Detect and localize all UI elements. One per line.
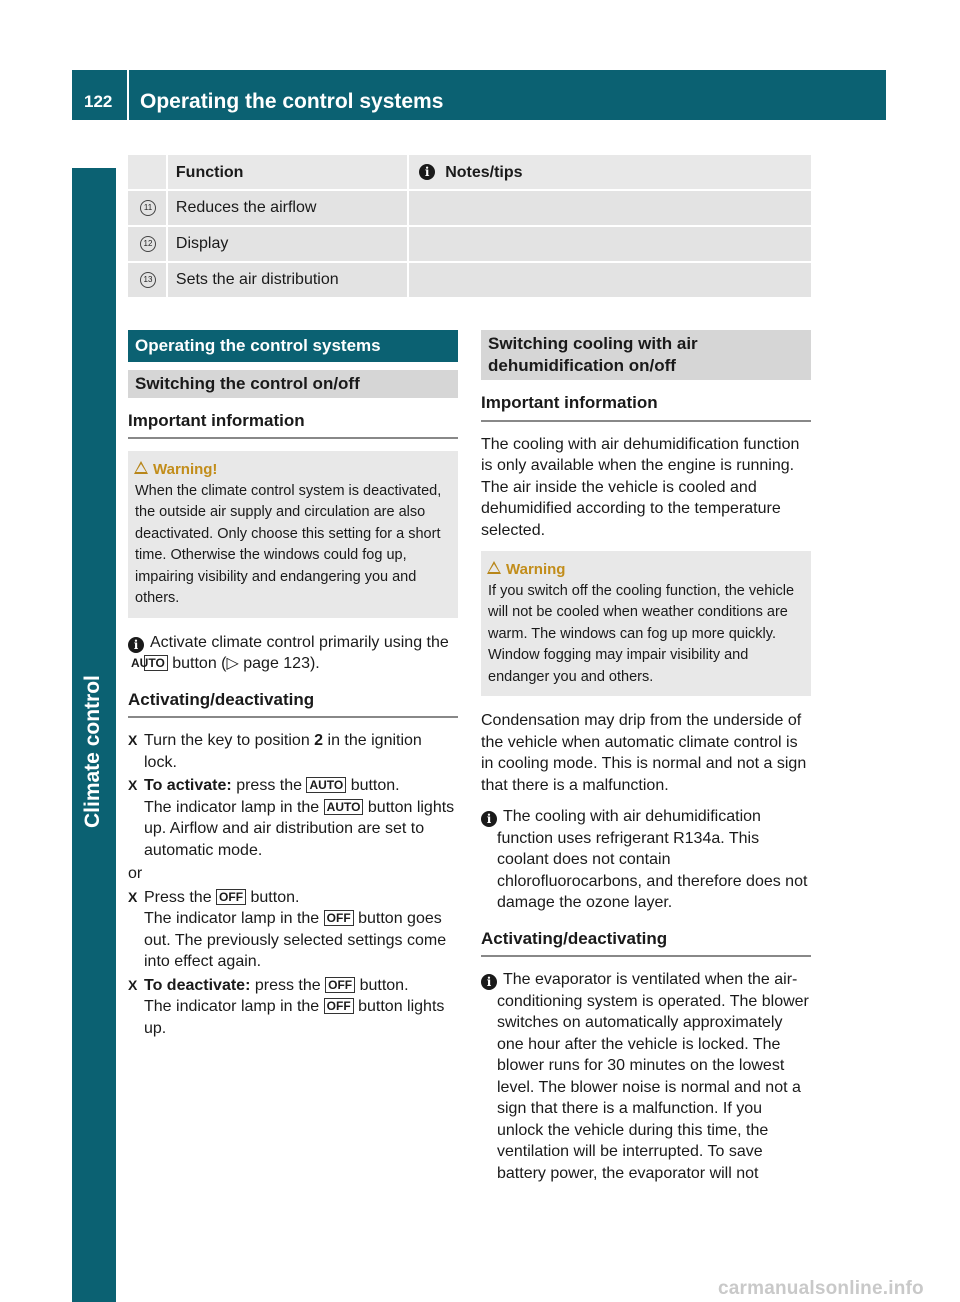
subsection-title: Switching the control on/off [128,370,458,398]
step-item: X To activate: press the AUTO button. The indicator lamp in the AUTO button lights up. Airflow and air distribution are set to automatic mode. [128,775,458,861]
paragraph: The cooling with air dehumidification function is only available when the engine is running. The air inside the vehicle is cooled and dehumidified according to the temperature selected. [481,435,800,539]
header-separator [127,70,129,120]
subsection-title: Switching cooling with air dehumidification on/off [481,330,811,380]
warning-icon [487,561,501,574]
paragraph: Condensation may drip from the underside of the vehicle when automatic climate control is in cooling mode. This is normal and not a sign that there is a malfunction. [481,712,807,794]
or-text: or [128,865,143,882]
col-notes-header: Notes/tips [445,164,523,181]
auto-key: AUTO [144,655,168,671]
auto-key: AUTO [306,777,346,793]
function-text: Sets the air distribution [175,271,339,288]
right-column [481,330,811,1198]
info-note: i The cooling with air dehumidification function uses refrigerant R134a. This coolant does not contain chlorofluorocarbons, and therefore does not damage the ozone layer. [481,806,811,914]
section-title: Operating the control systems [128,330,458,362]
chapter-label: Climate control [81,675,104,828]
warning-title: Warning! [153,461,218,478]
info-icon: i [481,974,497,990]
off-key: OFF [324,998,354,1014]
warning-title: Warning [506,561,566,578]
warning-box [128,451,458,618]
table-row [128,263,811,299]
heading-important-info: Important information [481,392,811,422]
step-item: X Turn the key to position 2 in the ignition lock. [128,730,458,773]
info-icon: i [128,637,144,653]
info-note: i The evaporator is ventilated when the air-conditioning system is operated. The blower switches on automatically approximately one hour after the vehicle is locked. The blower runs for 30 minutes on the lowest level. The blower noise is normal and not a sign that there is a malfunction. If you unlock the vehicle during this time, the ventilation will be interrupted. To save battery power, the evaporator will not [481,969,811,1184]
col-function-header: Function [175,164,244,181]
function-text: Reduces the airflow [175,199,317,216]
callout-number: 13 [140,272,156,288]
chapter-side-tab [72,168,116,1302]
page-number: 122 [84,92,113,111]
page-header [72,70,886,120]
function-text: Display [175,235,229,252]
step-item: X Press the OFF button. The indicator lamp in the OFF button goes out. The previously selected settings come into effect again. [128,887,458,973]
info-icon: i [481,811,497,827]
off-key: OFF [216,889,246,905]
info-icon: i [419,164,435,180]
auto-key: AUTO [324,799,364,815]
info-note: i Activate climate control primarily using the AUTO button (▷ page 123). [128,632,458,675]
warning-icon [134,461,148,474]
table-header-row [128,155,811,191]
heading-activating: Activating/deactivating [481,928,811,958]
heading-activating: Activating/deactivating [128,689,458,719]
left-column [128,330,458,1041]
warning-text: When the climate control system is deactivated, the outside air supply and circulation are also deactivated. Only choose this setting for a short time. Otherwise the windows could fog up, impairing visibility and endangering you and others. [135,482,442,606]
callout-number: 12 [140,236,156,252]
off-key: OFF [324,910,354,926]
heading-important-info: Important information [128,410,458,440]
off-key: OFF [325,977,355,993]
warning-box [481,551,811,696]
function-table [128,155,811,299]
page-title: Operating the control systems [140,90,444,113]
step-item: X To deactivate: press the OFF button. The indicator lamp in the OFF button lights up. [128,975,458,1040]
watermark-text: carmanualsonline.info [718,1278,924,1299]
warning-text: If you switch off the cooling function, the vehicle will not be cooled when weather conditions are warm. The windows can fog up more quickly. Window fogging may impair visibility and endanger you and others. [488,582,795,685]
callout-number: 11 [140,200,156,216]
table-row [128,227,811,263]
table-row [128,191,811,227]
